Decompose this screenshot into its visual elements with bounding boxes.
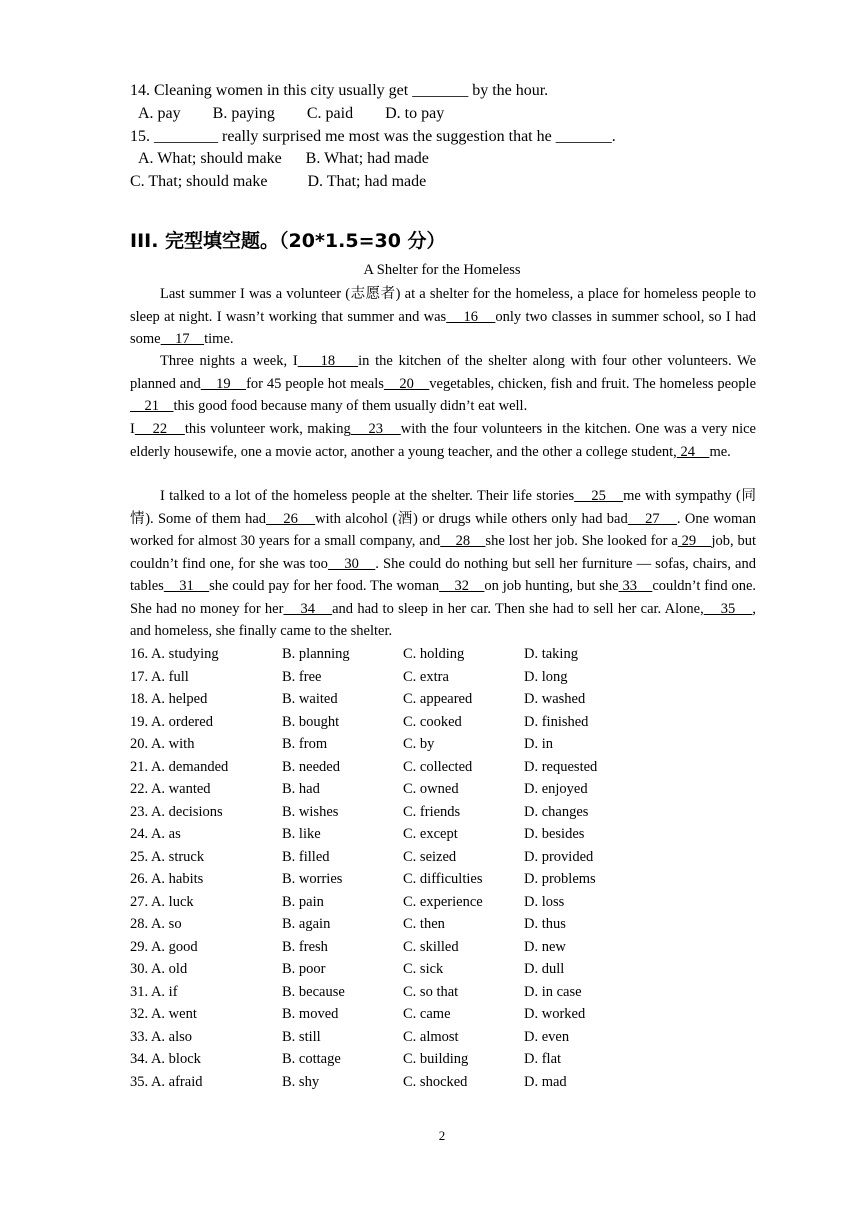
option-c: C. sick — [403, 961, 444, 977]
passage-title: A Shelter for the Homeless — [363, 262, 521, 278]
text: in the kitchen of the shelter along with four other volunteers. We planned and — [130, 353, 756, 392]
option-d: D. flat — [524, 1051, 562, 1067]
option-a: 29. A. good — [130, 939, 198, 955]
option-b: B. waited — [282, 691, 338, 707]
option-a: 28. A. so — [130, 916, 182, 932]
option-b: B. still — [282, 1029, 321, 1045]
option-c: C. extra — [403, 669, 449, 685]
text: for 45 people hot meals — [246, 375, 384, 392]
option-d: D. loss — [524, 894, 565, 910]
option-d: D. problems — [524, 871, 596, 887]
text: . She could do nothing but sell her furniture — sofas, chairs, and tables — [130, 555, 756, 594]
text: time. — [204, 331, 234, 347]
option-a: 17. A. full — [130, 669, 189, 685]
option-d: D. dull — [524, 961, 565, 977]
option-b: B. planning — [282, 646, 350, 662]
text: with the four volunteers in the kitchen. One was a very nice elderly housewife, one a movie actor, another a young teacher, and the other a college student, — [130, 421, 756, 460]
option-a: 23. A. decisions — [130, 804, 223, 820]
blank-16: 16 — [446, 308, 496, 325]
option-a: 32. A. went — [130, 1006, 197, 1022]
option-a: 21. A. demanded — [130, 759, 229, 775]
option-c: C. then — [403, 916, 445, 932]
text: this volunteer work, making — [184, 421, 351, 437]
passage-paragraph-4 — [130, 485, 756, 643]
text: vegetables, chicken, fish and fruit. The homeless people — [429, 375, 757, 392]
text: she could pay for her food. The woman — [209, 578, 440, 594]
option-d: D. enjoyed — [524, 781, 588, 797]
option-a: 27. A. luck — [130, 894, 194, 910]
blank-21: 21 — [130, 398, 174, 414]
option-c: C. came — [403, 1006, 451, 1022]
blank-25: 25 — [574, 488, 624, 504]
option-a: 24. A. as — [130, 826, 181, 842]
blank-26: 26 — [266, 510, 316, 527]
question-14-options: A. pay B. paying C. paid D. to pay — [138, 105, 445, 122]
question-15-options-line2: C. That; should make D. That; had made — [130, 173, 427, 190]
option-c: C. friends — [403, 804, 461, 820]
option-c: C. appeared — [403, 691, 473, 707]
option-a: 26. A. habits — [130, 871, 204, 887]
option-b: B. worries — [282, 871, 343, 887]
option-b: B. poor — [282, 961, 326, 977]
blank-29: 29 — [677, 533, 712, 549]
option-a: 31. A. if — [130, 984, 178, 1000]
option-c: C. except — [403, 826, 458, 842]
option-b: B. fresh — [282, 939, 328, 955]
option-b: B. wishes — [282, 804, 339, 820]
option-d: D. new — [524, 939, 566, 955]
page-number: 2 — [438, 1128, 446, 1143]
option-c: C. skilled — [403, 939, 459, 955]
passage-paragraph-1 — [130, 283, 756, 351]
option-d: D. besides — [524, 826, 585, 842]
option-c: C. seized — [403, 849, 457, 865]
option-a: 20. A. with — [130, 736, 195, 752]
option-d: D. requested — [524, 759, 598, 775]
option-d: D. provided — [524, 849, 594, 865]
option-b: B. cottage — [282, 1051, 341, 1067]
text: only two classes in summer school, so I had some — [130, 308, 756, 347]
blank-23: 23 — [350, 421, 401, 437]
blank-34: 34 — [283, 600, 333, 617]
option-d: D. in case — [524, 984, 582, 1000]
option-c: C. holding — [403, 646, 465, 662]
option-d: D. changes — [524, 804, 589, 820]
text: on job hunting, but she — [484, 578, 619, 594]
option-d: D. washed — [524, 691, 586, 707]
question-14-stem: 14. Cleaning women in this city usually get _______ by the hour. — [130, 82, 549, 99]
option-b: B. like — [282, 826, 321, 842]
option-c: C. shocked — [403, 1074, 468, 1090]
option-a: 35. A. afraid — [130, 1074, 203, 1090]
option-c: C. almost — [403, 1029, 459, 1045]
text: . One woman worked for almost 30 years for a small company, and — [130, 510, 757, 549]
option-b: B. free — [282, 669, 322, 685]
blank-22: 22 — [134, 421, 185, 437]
option-b: B. again — [282, 916, 331, 932]
blank-32: 32 — [439, 578, 485, 594]
option-c: C. by — [403, 736, 435, 752]
text: she lost her job. She looked for a — [485, 533, 678, 549]
option-b: B. bought — [282, 714, 340, 730]
option-b: B. shy — [282, 1074, 320, 1090]
blank-18: 18 — [297, 353, 359, 369]
option-d: D. long — [524, 669, 568, 685]
text: I — [130, 421, 135, 437]
text: me. — [709, 443, 731, 460]
text: this good food because many of them usually didn’t eat well. — [173, 398, 528, 414]
option-a: 18. A. helped — [130, 691, 208, 707]
text: with alcohol (酒) or drugs while others only had bad — [315, 510, 628, 527]
option-c: C. experience — [403, 894, 483, 910]
blank-27: 27 — [627, 510, 677, 527]
blank-30: 30 — [327, 555, 376, 572]
blank-31: 31 — [163, 578, 210, 594]
option-b: B. filled — [282, 849, 330, 865]
option-a: 34. A. block — [130, 1051, 201, 1067]
option-b: B. from — [282, 736, 328, 752]
option-c: C. building — [403, 1051, 469, 1067]
question-15-options-line1: A. What; should make B. What; had made — [138, 150, 429, 167]
blank-24: 24 — [676, 443, 710, 460]
text: , and homeless, she finally came to the shelter. — [130, 600, 757, 639]
text: me with sympathy (同情). Some of them had — [130, 488, 756, 527]
passage-paragraph-2 — [130, 350, 756, 418]
question-15-stem: 15. ________ really surprised me most was the suggestion that he _______. — [130, 128, 616, 145]
blank-33: 33 — [618, 578, 653, 594]
option-d: D. worked — [524, 1006, 586, 1022]
text: Three nights a week, I — [160, 353, 298, 369]
option-a: 19. A. ordered — [130, 714, 213, 730]
text: job, but couldn’t find one, for she was too — [130, 533, 757, 572]
passage-paragraph-3 — [130, 418, 756, 463]
option-b: B. pain — [282, 894, 324, 910]
option-a: 16. A. studying — [130, 646, 219, 662]
blank-20: 20 — [383, 375, 430, 392]
text: couldn’t find one. She had no money for her — [130, 578, 757, 617]
option-d: D. finished — [524, 714, 589, 730]
option-d: D. taking — [524, 646, 578, 662]
option-d: D. even — [524, 1029, 570, 1045]
option-c: C. difficulties — [403, 871, 483, 887]
blank-28: 28 — [440, 533, 486, 549]
text: Last summer I was a volunteer (志愿者) at a shelter for the homeless, a place for homeless people to sleep at night. I wasn’t working that summer and was — [130, 286, 756, 325]
option-d: D. in — [524, 736, 553, 752]
option-b: B. needed — [282, 759, 340, 775]
option-a: 22. A. wanted — [130, 781, 211, 797]
option-c: C. so that — [403, 984, 459, 1000]
option-c: C. collected — [403, 759, 473, 775]
blank-17: 17 — [160, 331, 205, 347]
option-a: 25. A. struck — [130, 849, 205, 865]
option-c: C. owned — [403, 781, 459, 797]
text: I talked to a lot of the homeless people at the shelter. Their life stories — [160, 488, 575, 504]
option-b: B. had — [282, 781, 320, 797]
option-a: 33. A. also — [130, 1029, 193, 1045]
blank-19: 19 — [200, 375, 247, 392]
option-b: B. moved — [282, 1006, 339, 1022]
option-a: 30. A. old — [130, 961, 188, 977]
option-c: C. cooked — [403, 714, 462, 730]
section-title: III. 完型填空题。（20*1.5=30 分） — [130, 230, 446, 252]
option-d: D. mad — [524, 1074, 567, 1090]
option-d: D. thus — [524, 916, 566, 932]
blank-35: 35 — [703, 600, 753, 617]
text: and had to sleep in her car. Then she had to sell her car. Alone, — [332, 600, 704, 617]
option-b: B. because — [282, 984, 345, 1000]
